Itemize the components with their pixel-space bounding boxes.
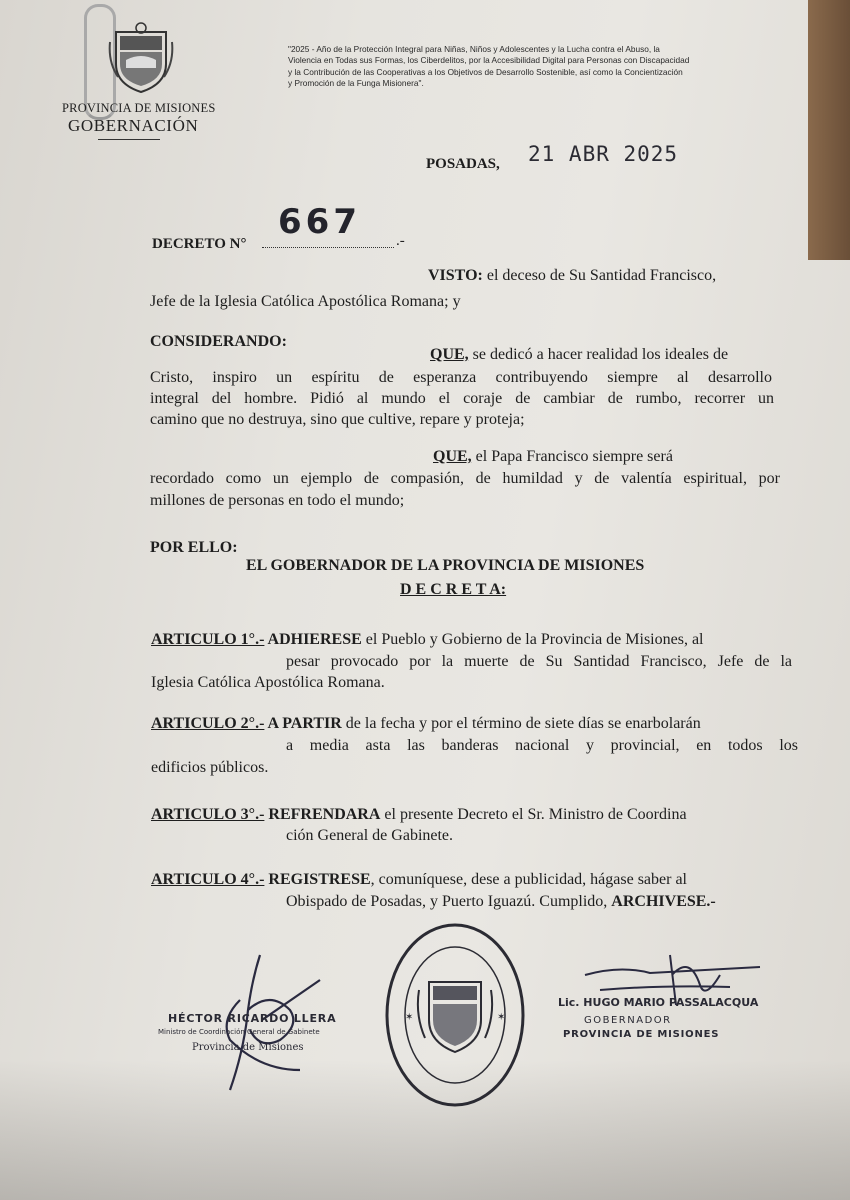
que-text: se dedicó a hacer realidad los ideales de — [468, 346, 729, 363]
article-1-line-1 — [151, 630, 704, 650]
visto-line — [428, 266, 716, 286]
decree-label: DECRETO N° — [152, 236, 247, 252]
que1-line-1 — [430, 345, 728, 365]
que2-line-2: recordado como un ejemplo de compasión, de humildad y de valentía espiritual, por — [150, 470, 780, 487]
decree-suffix: .- — [396, 233, 405, 249]
article-keyword: REFRENDARA — [264, 806, 381, 823]
minister-title: Ministro de Coordinación General de Gabinete — [158, 1028, 320, 1036]
visto-line-2: Jefe de la Iglesia Católica Apostólica Romana; y — [150, 293, 461, 310]
date-stamp: 21 ABR 2025 — [528, 142, 679, 166]
visto-label: VISTO: — [428, 267, 483, 284]
year-motto — [288, 44, 758, 90]
que2-line-1 — [433, 447, 778, 467]
article-keyword: ARCHIVESE.- — [611, 893, 716, 910]
province-name: PROVINCIA DE MISIONES — [62, 101, 216, 115]
decree-line — [262, 247, 394, 248]
svg-text:✶: ✶ — [497, 1012, 506, 1023]
article-text: , comuníquese, dese a publicidad, hágase saber al — [370, 871, 687, 888]
government-seal-icon — [383, 920, 528, 1110]
article-label: ARTICULO 3°.- — [151, 806, 265, 823]
place: POSADAS, — [426, 156, 500, 172]
article-1-line-2: pesar provocado por la muerte de Su Santidad Francisco, Jefe de la — [286, 653, 792, 670]
article-text: el presente Decreto el Sr. Ministro de Coordina — [380, 806, 687, 823]
governor-heading: EL GOBERNADOR DE LA PROVINCIA DE MISIONES — [246, 557, 645, 574]
article-4-line-1 — [151, 870, 687, 890]
article-3-line-2: ción General de Gabinete. — [286, 827, 454, 844]
motto-line: Violencia en Todas sus Formas, los Ciberdelitos, por la Accesibilidad Digital para Personas con Discapacidad — [288, 55, 690, 66]
article-keyword: ADHIERESE — [264, 631, 362, 648]
que1-line-4: camino que no destruya, sino que cultive, repare y proteja; — [150, 411, 525, 428]
visto-text: el deceso de Su Santidad Francisco, — [482, 267, 717, 284]
article-label: ARTICULO 4°.- — [151, 871, 265, 888]
decreta-heading: D E C R E T A: — [400, 581, 507, 598]
motto-line: y la Contribución de las Cooperativas a los Objetivos de Desarrollo Sostenible, así como la Concientización — [288, 66, 683, 77]
province-crest-icon — [108, 22, 174, 94]
que-label: QUE, — [433, 448, 472, 465]
minister-signature-icon — [200, 950, 350, 1100]
motto-line: y Promoción de la Funga Misionera". — [288, 78, 424, 89]
article-4-line-2 — [286, 892, 716, 912]
governor-name: Lic. HUGO MARIO PASSALACQUA — [558, 996, 759, 1009]
table-edge — [808, 0, 850, 260]
decree-number: 667 — [278, 202, 361, 242]
article-2-line-1 — [151, 714, 701, 734]
que1-line-2: Cristo, inspiro un espíritu de esperanza contribuyendo siempre al desarrollo — [150, 369, 772, 386]
government-name: GOBERNACIÓN — [68, 116, 199, 135]
que-label: QUE, — [430, 346, 469, 363]
considerando-label: CONSIDERANDO: — [150, 333, 287, 350]
svg-text:✶: ✶ — [405, 1012, 414, 1023]
article-label: ARTICULO 1°.- — [151, 631, 265, 648]
article-2-line-2: a media asta las banderas nacional y provincial, en todos los — [286, 737, 798, 754]
article-text: de la fecha y por el término de siete días se enarbolarán — [341, 715, 701, 732]
minister-name: HÉCTOR RICARDO LLERA — [168, 1012, 337, 1025]
por-ello: POR ELLO: — [150, 539, 238, 556]
governor-title: GOBERNADOR — [584, 1015, 672, 1026]
article-1-line-3: Iglesia Católica Apostólica Romana. — [151, 674, 385, 691]
que-text: el Papa Francisco siempre será — [471, 448, 673, 465]
article-keyword: A PARTIR — [264, 715, 342, 732]
motto-line: "2025 - Año de la Protección Integral para Niñas, Niños y Adolescentes y la Lucha contra el Abuso, la — [288, 44, 660, 54]
article-text: el Pueblo y Gobierno de la Provincia de Misiones, al — [361, 631, 704, 648]
article-2-line-3: edificios públicos. — [151, 759, 269, 776]
minister-province: Provincia de Misiones — [192, 1042, 304, 1053]
divider — [98, 139, 160, 140]
article-label: ARTICULO 2°.- — [151, 715, 265, 732]
governor-province: PROVINCIA DE MISIONES — [563, 1029, 720, 1040]
article-keyword: REGISTRESE — [264, 871, 371, 888]
article-text: Obispado de Posadas, y Puerto Iguazú. Cumplido, — [286, 893, 612, 910]
que2-line-3: millones de personas en todo el mundo; — [150, 492, 405, 509]
que1-line-3: integral del hombre. Pidió al mundo el coraje de cambiar de rumbo, recorrer un — [150, 390, 774, 407]
article-3-line-1 — [151, 805, 687, 825]
